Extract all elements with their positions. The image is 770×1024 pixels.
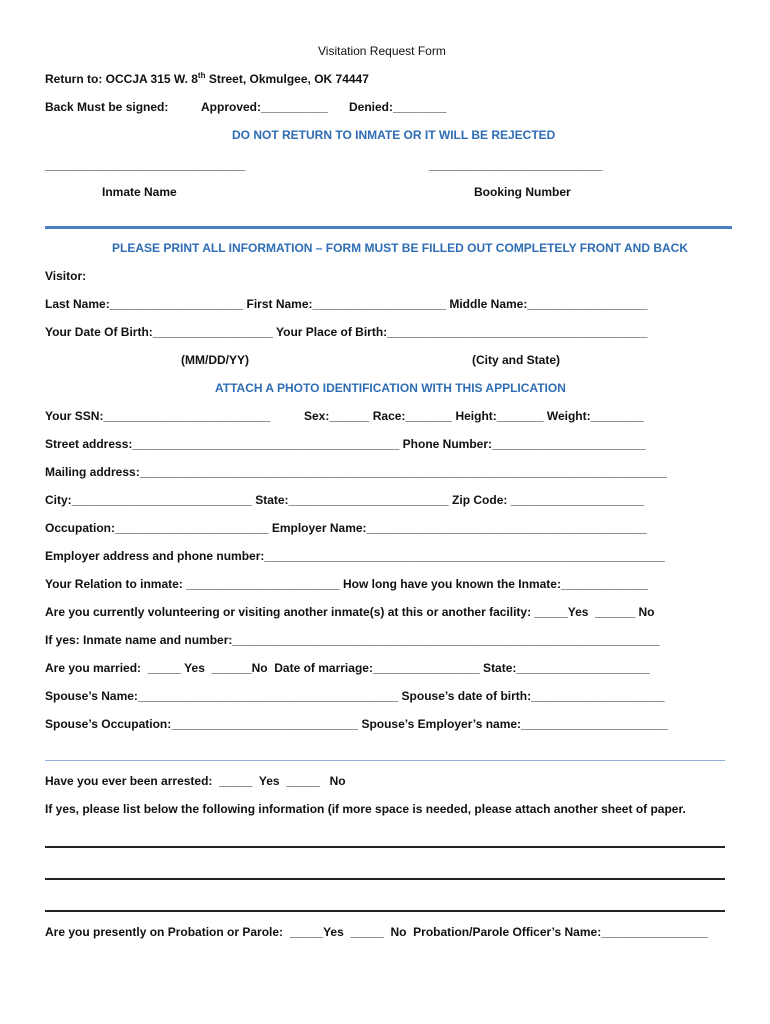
probation-question[interactable]: Are you presently on Probation or Parole: _____Yes _____ No Probation/Parole Officer’s Name:________________ — [45, 925, 708, 939]
city-state-zip-fields[interactable]: City:___________________________ State:________________________ Zip Code: ____________________ — [45, 493, 645, 507]
other-inmate-field[interactable]: If yes: Inmate name and number:________________________________________________________________ — [45, 633, 660, 647]
spouse-name-fields[interactable]: Spouse’s Name:_______________________________________ Spouse’s date of birth:____________________ — [45, 689, 665, 703]
reject-warning: DO NOT RETURN TO INMATE OR IT WILL BE REJECTED — [232, 128, 556, 142]
relation-fields[interactable]: Your Relation to inmate: _______________________ How long have you known the Inmate:_____________ — [45, 577, 648, 591]
dob-format-hint: (MM/DD/YY) — [181, 353, 249, 367]
visitor-label: Visitor: — [45, 269, 87, 283]
arrest-question[interactable]: Have you ever been arrested: _____ Yes _____ No — [45, 774, 346, 788]
employer-address-field[interactable]: Employer address and phone number:____________________________________________________________ — [45, 549, 665, 563]
form-title: Visitation Request Form — [318, 44, 446, 58]
back-signed-label: Back Must be signed: — [45, 100, 169, 114]
place-format-hint: (City and State) — [472, 353, 561, 367]
arrest-details-instruction: If yes, please list below the following information (if more space is needed, please attach another sheet of paper. — [45, 802, 686, 816]
arrest-details-line-1[interactable] — [45, 846, 725, 848]
birth-fields[interactable]: Your Date Of Birth:__________________ Your Place of Birth:_______________________________________ — [45, 325, 648, 339]
married-fields[interactable]: Are you married: _____ Yes ______No Date of marriage:________________ State:____________________ — [45, 661, 650, 675]
booking-number-field[interactable]: __________________________ — [429, 158, 603, 172]
street-phone-fields[interactable]: Street address:________________________________________ Phone Number:_______________________ — [45, 437, 646, 451]
return-address-sup: th — [197, 71, 206, 80]
occupation-employer-fields[interactable]: Occupation:_______________________ Employer Name:__________________________________________ — [45, 521, 647, 535]
volunteer-question[interactable]: Are you currently volunteering or visiting another inmate(s) at this or another facility: _____Yes ______ No — [45, 605, 655, 619]
approved-field[interactable]: Approved:__________ — [201, 100, 328, 114]
spouse-occupation-fields[interactable]: Spouse’s Occupation:____________________________ Spouse’s Employer’s name:______________________ — [45, 717, 668, 731]
visitor-name-fields[interactable]: Last Name:____________________ First Name:____________________ Middle Name:__________________ — [45, 297, 648, 311]
print-notice: PLEASE PRINT ALL INFORMATION – FORM MUST BE FILLED OUT COMPLETELY FRONT AND BACK — [112, 241, 688, 255]
denied-field[interactable]: Denied:________ — [349, 100, 447, 114]
booking-number-label: Booking Number — [474, 185, 571, 199]
inmate-name-label: Inmate Name — [102, 185, 177, 199]
physical-fields[interactable]: Sex:______ Race:_______ Height:_______ Weight:________ — [304, 409, 644, 423]
return-address-pre: Return to: OCCJA 315 W. 8 — [45, 72, 198, 86]
return-address — [45, 72, 369, 87]
arrest-divider — [45, 760, 725, 761]
arrest-details-line-2[interactable] — [45, 878, 725, 880]
photo-id-notice: ATTACH A PHOTO IDENTIFICATION WITH THIS APPLICATION — [215, 381, 566, 395]
section-divider — [45, 226, 732, 229]
inmate-name-field[interactable]: ______________________________ — [45, 158, 246, 172]
arrest-details-line-3[interactable] — [45, 910, 725, 912]
ssn-field[interactable]: Your SSN:_________________________ — [45, 409, 271, 423]
mailing-address-field[interactable]: Mailing address:_______________________________________________________________________________ — [45, 465, 667, 479]
return-address-post: Street, Okmulgee, OK 74447 — [205, 72, 369, 86]
